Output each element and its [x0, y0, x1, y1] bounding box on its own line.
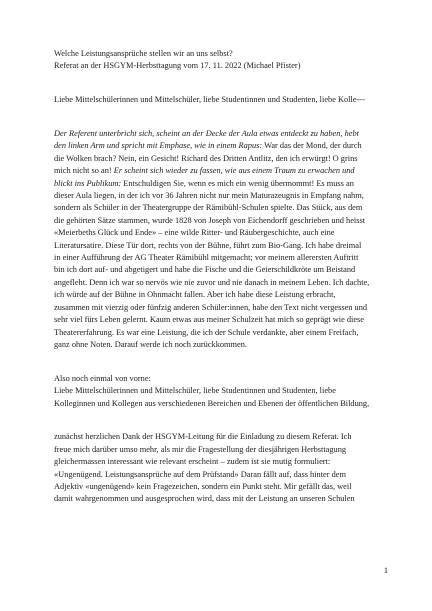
quoted-text: mich nicht so an!	[54, 166, 114, 176]
paragraph-line	[54, 178, 388, 190]
stage-direction: den linken Arm und spricht mit Emphase, wie in einem Rapus:	[54, 141, 263, 151]
paragraph-line: Theatererfahrung. Es war eine Leistung, die ich der Schule verdankte, aber einem Freifach,	[54, 327, 359, 337]
paragraph-line	[54, 165, 388, 177]
paragraph-line: die gehörten Sätze stammen, wurde 1828 von Joseph von Eichendorff geschrieben und heisst	[54, 215, 366, 225]
document-title: Welche Leistungsansprüche stellen wir an uns selbst?	[54, 49, 233, 58]
quoted-text: War das der Mond, der durch	[262, 141, 362, 151]
paragraph-line: Adjektiv «ungenügend» kein Fragezeichen, sondern ein Punkt steht. Mir gefällt das, weil	[54, 481, 352, 491]
salutation: Liebe Mittelschülerinnen und Mittelschüler, liebe Studentinnen und Studenten, liebe Kolle---	[54, 95, 365, 105]
paragraph-line: Der Referent unterbricht sich, scheint an der Decke der Aula etwas entdeckt zu haben, hebt	[54, 129, 359, 138]
paragraph-line: Liebe Mittelschülerinnen und Mittelschüler, liebe Studentinnen und Studenten, liebe	[54, 386, 336, 396]
paragraph-line: angefleht. Denn ich war so nervös wie nie zuvor und nie danach in meinem Leben. Ich dachte,	[54, 277, 370, 287]
paragraph-line: Kolleginnen und Kollegen aus verschiedenen Bereichen und Ebenen der öffentlichen Bildung,	[54, 398, 370, 408]
paragraph-line: ganz ohne Noten. Darauf werde ich noch zurückkommen.	[54, 339, 247, 349]
paragraph-line: zusammen mit vierzig oder fünfzig anderen Schüler:innen, habe den Text nicht vergessen und	[54, 302, 368, 312]
paragraph-line: Also noch einmal von vorne:	[54, 373, 151, 383]
paragraph-line: dieser Aula liegen, in der ich vor 36 Jahren nicht nur mein Maturazeugnis in Empfang nahm,	[54, 191, 364, 201]
paragraph-line: freue mich darüber umso mehr, als mir die Fragestellung der diesjährigen Herbsttagung	[54, 444, 347, 454]
paragraph-line: zunächst herzlichen Dank der HSGYM-Leitung für die Einladung zu diesem Referat. Ich	[54, 432, 352, 442]
paragraph-intro	[54, 128, 388, 351]
paragraph-restart	[54, 373, 388, 410]
paragraph-line: gleichermassen interessant wie relevant erscheint – zudem ist sie mutig formuliert:	[54, 457, 331, 467]
paragraph-line: sondern als Schüler in der Theatergruppe der Rämibühl-Schulen spielte. Das Stück, aus dem	[54, 203, 363, 213]
body-text: Entschuldigen Sie, wenn es mich ein wenig übermommt! Es muss an	[121, 178, 354, 188]
paragraph-line: «Meierbeths Glück und Ende» – eine wilde Ritter- und Räubergeschichte, auch eine	[54, 228, 335, 238]
paragraph-line: «Ungenügend. Leistungsansprüche auf dem Prüfstand» Daran fällt auf, dass hinter dem	[54, 469, 346, 479]
stage-direction: blickt ins Publikum:	[54, 178, 122, 188]
paragraph-line	[54, 140, 388, 152]
paragraph-line: die Wolken brach? Nein, ein Gesicht! Richard des Dritten Antlitz, den ich erwürgt! O grins	[54, 153, 358, 163]
paragraph-thanks	[54, 431, 388, 505]
paragraph-line: Literatursatire. Diese Tür dort, rechts von der Bühne, führt zum Bio-Gang. Ich habe dreimal	[54, 240, 362, 250]
paragraph-line: sehr viel fürs Leben gelernt. Kaum etwas aus meiner Schulzeit hat mich so geprägt wie diese	[54, 315, 365, 325]
stage-direction: Er scheint sich wieder zu fassen, wie aus einem Traum zu erwachen und	[113, 166, 355, 176]
document-subtitle: Referat an der HSGYM-Herbsttagung vom 17. 11. 2022 (Michael Pfister)	[54, 61, 301, 71]
paragraph-line: bin ich dort auf- und abgetigert und habe die Fische und die Geierschildkröte um Beistand	[54, 265, 356, 275]
paragraph-line: ich würde auf der Bühne in Ohnmacht fallen. Aber ich habe diese Leistung erbracht,	[54, 290, 336, 300]
paragraph-line: in einer Aufführung der AG Theater Rämibühl mitgemacht; vor meinem allerersten Auftritt	[54, 253, 359, 263]
paragraph-line: damit wahrgenommen und ausgesprochen wird, dass mit der Leistung an unseren Schulen	[54, 494, 355, 504]
page-number: 1	[383, 565, 388, 575]
